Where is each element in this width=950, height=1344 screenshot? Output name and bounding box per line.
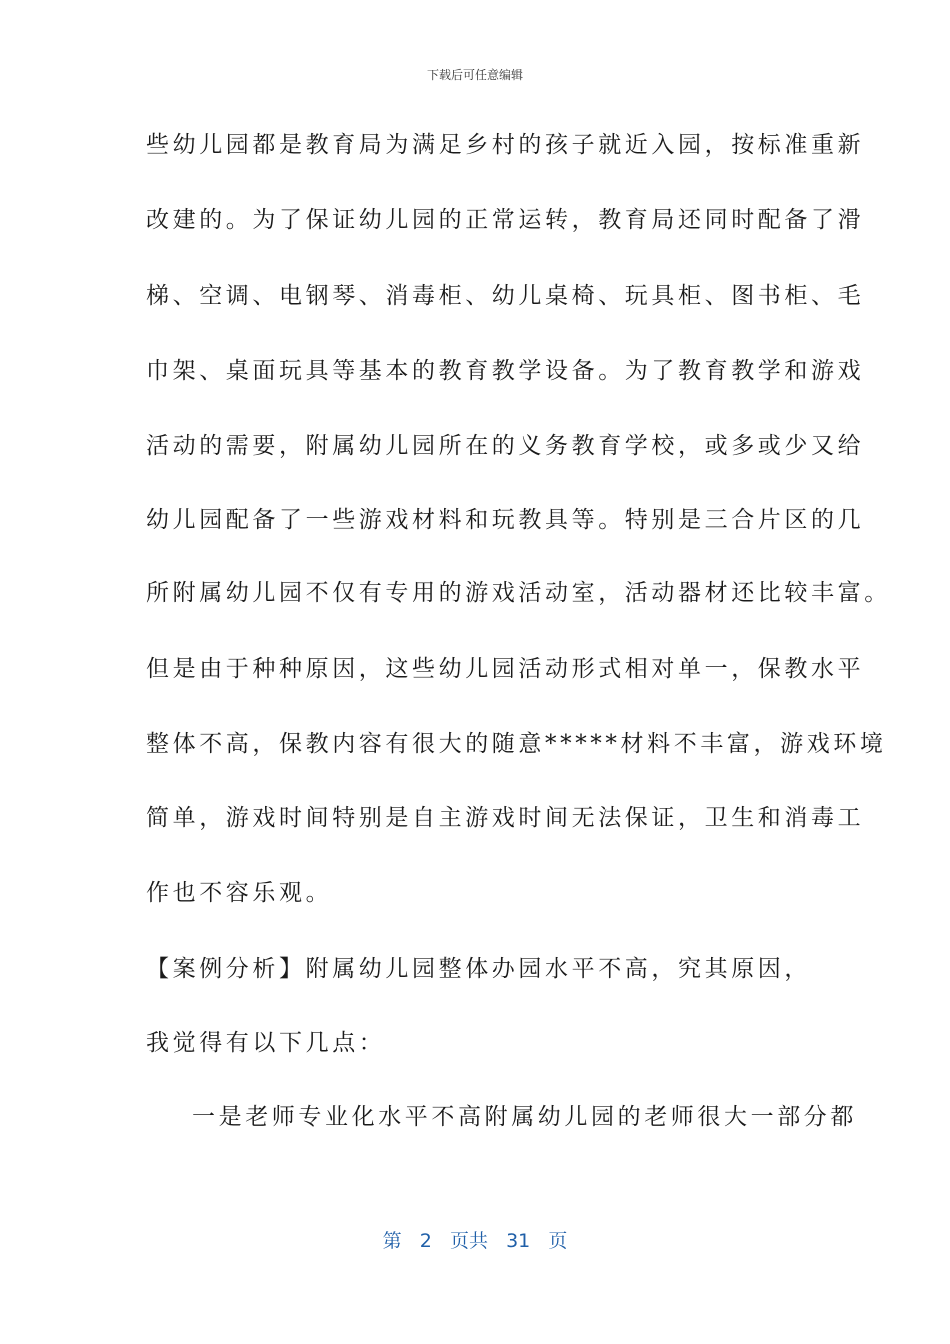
body-line-13: 我觉得有以下几点： [146, 1030, 386, 1056]
body-line-2: 改建的。为了保证幼儿园的正常运转，教育局还同时配备了滑 [146, 207, 865, 233]
page-footer [0, 1226, 950, 1253]
footer-total-pages: 31 [506, 1230, 531, 1252]
page-header-note: 下载后可任意编辑 [426, 68, 523, 82]
footer-suffix: 页 [548, 1230, 568, 1252]
body-line-4: 巾架、桌面玩具等基本的教育教学设备。为了教育教学和游戏 [146, 358, 865, 384]
body-line-6: 幼儿园配备了一些游戏材料和玩教具等。特别是三合片区的几 [146, 507, 865, 533]
body-line-10: 简单，游戏时间特别是自主游戏时间无法保证，卫生和消毒工 [146, 805, 865, 831]
footer-middle: 页共 [449, 1230, 488, 1252]
footer-current-page: 2 [419, 1230, 432, 1252]
body-line-5: 活动的需要，附属幼儿园所在的义务教育学校，或多或少又给 [146, 433, 865, 459]
body-line-12: 【案例分析】附属幼儿园整体办园水平不高，究其原因， [146, 956, 811, 982]
body-line-7: 所附属幼儿园不仅有专用的游戏活动室，活动器材还比较丰富。 [146, 580, 891, 606]
body-line-8: 但是由于种种原因，这些幼儿园活动形式相对单一，保教水平 [146, 656, 865, 682]
body-line-1: 些幼儿园都是教育局为满足乡村的孩子就近入园，按标准重新 [146, 132, 865, 158]
body-line-9: 整体不高，保教内容有很大的随意*****材料不丰富，游戏环境 [146, 731, 887, 757]
footer-prefix: 第 [382, 1230, 402, 1252]
body-line-11: 作也不容乐观。 [146, 880, 333, 906]
body-line-3: 梯、空调、电钢琴、消毒柜、幼儿桌椅、玩具柜、图书柜、毛 [146, 283, 865, 309]
body-line-14: 一是老师专业化水平不高附属幼儿园的老师很大一部分都 [192, 1104, 857, 1130]
